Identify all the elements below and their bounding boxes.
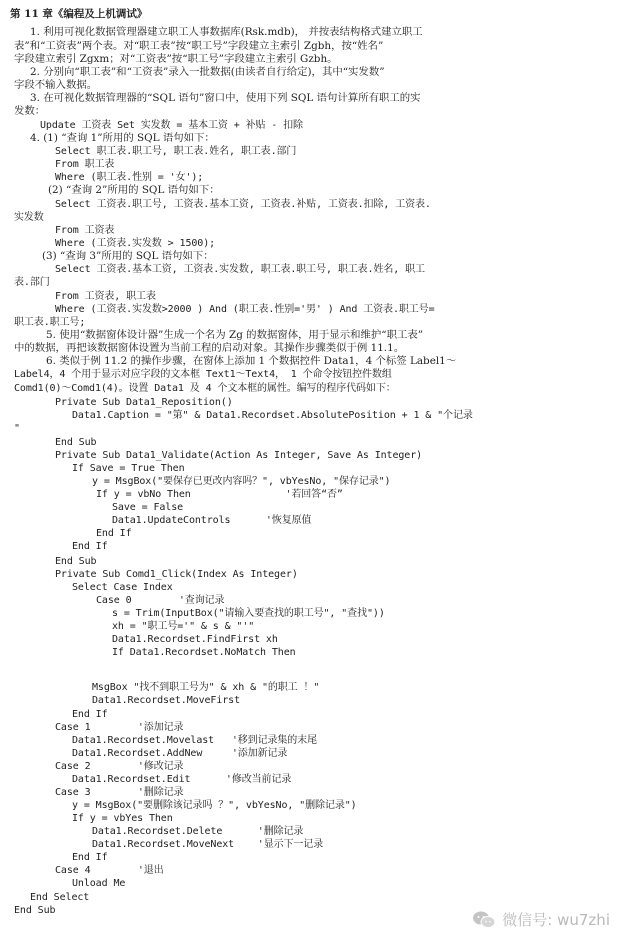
text-line: Where (工资表.实发数 > 1500);	[55, 238, 216, 249]
text-line: End If	[72, 709, 108, 720]
text-line: Select Case Index	[72, 582, 173, 593]
text-line: Data1.Recordset.Edit '修改当前记录	[72, 774, 292, 785]
text-line: Data1.UpdateControls '恢复原值	[112, 515, 312, 526]
text-line: Where (职工表.性别 = '女');	[55, 172, 204, 183]
text-line: If Save = True Then	[72, 463, 185, 474]
text-line: Case 4 '退出	[55, 865, 164, 876]
text-line: 3. 在可视化数据管理器的“SQL 语句”窗口中，使用下列 SQL 语句计算所有职工的实	[30, 92, 421, 104]
text-line: Label4，4 个用于显示对应字段的文本框 Text1～Text4， 1 个命令按钮控件数组	[14, 369, 392, 380]
text-line: Select 职工表.职工号, 职工表.姓名, 职工表.部门	[55, 146, 297, 157]
text-line: Comd1(0)～Comd1(4)。设置 Data1 及 4 个文本框的属性。编写的程序代码如下：	[14, 383, 396, 394]
watermark-text: 微信号: wu7zhi	[502, 910, 610, 929]
text-line: Private Sub Data1_Validate(Action As Integer, Save As Integer)	[55, 450, 423, 461]
text-line: 2. 分别向“职工表”和“工资表”录入一批数据(由读者自行给定)，其中“实发数”	[30, 66, 385, 78]
text-line: Data1.Recordset.AddNew '添加新记录	[72, 748, 288, 759]
text-line: If y = vbNo Then '若回答“否”	[96, 489, 343, 500]
text-line: (2) “查询 2”所用的 SQL 语句如下：	[48, 184, 220, 196]
text-line: Unload Me	[72, 878, 126, 889]
text-line: "	[14, 423, 20, 434]
text-line: xh = "职工号='" & s & "'"	[112, 621, 255, 632]
text-line: 5. 使用“数据窗体设计器”生成一个名为 Zg 的数据窗体，用于显示和维护“职工表”	[46, 329, 424, 341]
text-line: 实发数	[14, 212, 44, 223]
text-line: 6. 类似于例 11.2 的操作步骤，在窗体上添加 1 个数据控件 Data1，4 个标签 Label1～	[46, 355, 457, 367]
text-line: Save = False	[112, 502, 184, 513]
wechat-icon	[472, 910, 496, 930]
text-line: End Sub	[55, 437, 97, 448]
text-line: Data1.Recordset.FindFirst xh	[112, 634, 278, 645]
text-line: End Sub	[55, 556, 97, 567]
text-line: Data1.Caption = "第" & Data1.Recordset.AbsolutePosition + 1 & "个记录	[72, 410, 473, 421]
text-line: 中的数据，再把该数据窗体设置为当前工程的启动对象。其操作步骤类似于例 11.1。	[14, 342, 405, 354]
text-line: 表.部门	[14, 277, 50, 288]
wechat-watermark	[472, 910, 610, 930]
text-line: 1. 利用可视化数据管理器建立职工人事数据库(Rsk.mdb)， 并按表结构格式建立职工	[30, 26, 423, 38]
text-line: 字段不输入数据。	[14, 79, 98, 91]
text-line: Where (工资表.实发数>2000 ) And (职工表.性别='男' ) And 工资表.职工号=	[55, 304, 435, 315]
text-line: End If	[72, 852, 108, 863]
text-line: End Select	[30, 892, 90, 903]
text-line: End Sub	[14, 905, 56, 916]
text-line: 表”和“工资表”两个表。对“职工表”按“职工号”字段建立主索引 Zgbh，按“姓名”	[14, 40, 384, 52]
text-line: (3) “查询 3”所用的 SQL 语句如下：	[42, 250, 214, 262]
text-line: 4. (1) “查询 1”所用的 SQL 语句如下：	[30, 132, 215, 144]
text-line: If Data1.Recordset.NoMatch Then	[112, 647, 296, 658]
text-line: 字段建立索引 Zgxm；对“工资表”按“职工号”字段建立主索引 Gzbh。	[14, 53, 338, 65]
text-line: Case 2 '修改记录	[55, 761, 184, 772]
text-line: Data1.Recordset.Movelast '移到记录集的末尾	[72, 735, 317, 746]
text-line: y = MsgBox("要删除该记录吗 ？", vbYesNo, "删除记录")	[72, 800, 357, 811]
text-line: From 工资表, 职工表	[55, 291, 156, 302]
text-line: Select 工资表.基本工资, 工资表.实发数, 职工表.职工号, 职工表.姓名, 职工	[55, 264, 425, 275]
text-line: Data1.Recordset.Delete '删除记录	[92, 826, 304, 837]
text-line: Case 3 '删除记录	[55, 787, 184, 798]
chapter-header: 第 11 章《编程及上机调试》	[10, 8, 148, 20]
text-line: End If	[96, 528, 132, 539]
text-line: Select 工资表.职工号, 工资表.基本工资, 工资表.补贴, 工资表.扣除, 工资表.	[55, 199, 431, 210]
text-line: Case 1 '添加记录	[55, 722, 184, 733]
text-line: From 职工表	[55, 159, 115, 170]
text-line: End If	[72, 541, 108, 552]
text-line: y = MsgBox("要保存已更改内容吗？", vbYesNo, "保存记录")	[92, 476, 391, 487]
text-line: Private Sub Data1_Reposition()	[55, 397, 233, 408]
text-line: Case 0 '查询记录	[96, 595, 225, 606]
text-line: Private Sub Comd1_Click(Index As Integer)	[55, 569, 298, 580]
text-line: MsgBox "找不到职工号为" & xh & "的职工 ！"	[92, 682, 320, 693]
text-line: From 工资表	[55, 225, 115, 236]
text-line: s = Trim(InputBox("请输入要查找的职工号", "查找"))	[112, 608, 385, 619]
text-line: Update 工资表 Set 实发数 = 基本工资 + 补贴 - 扣除	[40, 120, 303, 131]
text-line: 职工表.职工号;	[14, 317, 86, 328]
text-line: 发数：	[14, 105, 46, 117]
text-line: Data1.Recordset.MoveNext '显示下一记录	[92, 839, 324, 850]
text-line: If y = vbYes Then	[72, 813, 173, 824]
text-line: Data1.Recordset.MoveFirst	[92, 695, 241, 706]
